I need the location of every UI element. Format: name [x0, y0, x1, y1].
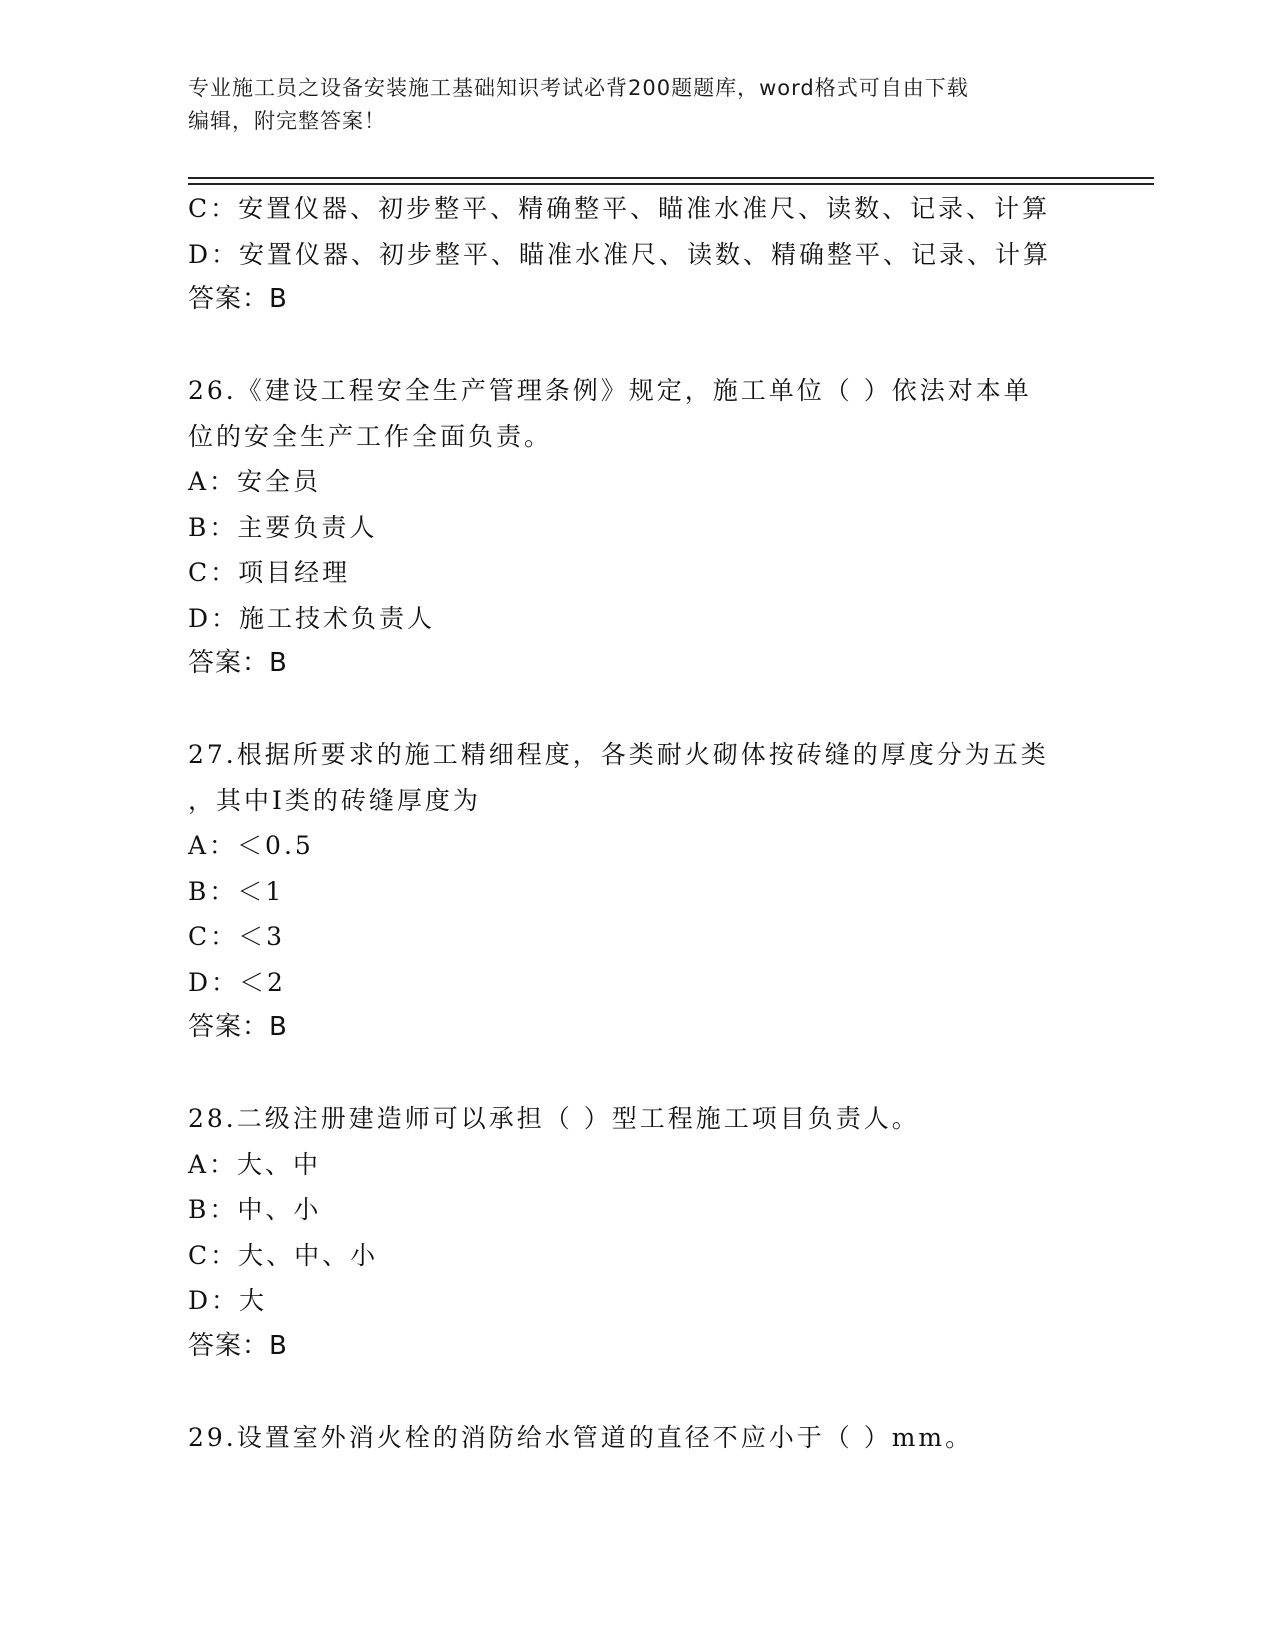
- option-d: D：施工技术负责人: [188, 603, 436, 633]
- option-c: C：安置仪器、初步整平、精确整平、瞄准水准尺、读数、记录、计算: [188, 194, 1051, 223]
- option-b: B：主要负责人: [188, 512, 378, 542]
- question-text: 27.根据所要求的施工精细程度，各类耐火砌体按砖缝的厚度分为五类: [188, 740, 1049, 769]
- option-c: C：大、中、小: [188, 1240, 379, 1270]
- question-text: 位的安全生产工作全面负责。: [188, 421, 553, 451]
- option-d: D：＜2: [188, 967, 286, 997]
- question-text: 28.二级注册建造师可以承担（ ）型工程施工项目负责人。: [188, 1104, 920, 1133]
- question-29: [188, 1415, 1068, 1461]
- option-a: A：安全员: [188, 467, 322, 496]
- header-title-line-1: 专业施工员之设备安装施工基础知识考试必背200题题库，word格式可自由下载: [188, 76, 969, 100]
- answer-label: 答案：B: [188, 1012, 288, 1042]
- header-divider-bottom: [188, 183, 1154, 185]
- option-d: D：安置仪器、初步整平、瞄准水准尺、读数、精确整平、记录、计算: [188, 239, 1052, 269]
- answer-label: 答案：B: [188, 1330, 288, 1361]
- question-27: [188, 732, 1068, 1051]
- answer-label: 答案：B: [188, 284, 288, 314]
- question-25-continued: [188, 186, 1068, 323]
- question-26: [188, 368, 1068, 687]
- document-header: [188, 72, 1078, 138]
- option-c: C：项目经理: [188, 558, 351, 587]
- option-c: C：＜3: [188, 922, 286, 951]
- question-text: 29.设置室外消火栓的消防给水管道的直径不应小于（ ）mm。: [188, 1422, 974, 1452]
- option-b: B：中、小: [188, 1195, 322, 1224]
- question-text: ，其中Ⅰ类的砖缝厚度为: [188, 785, 481, 815]
- header-divider-top: [188, 177, 1154, 179]
- question-28: [188, 1096, 1068, 1369]
- answer-label: 答案：B: [188, 648, 288, 678]
- question-text: 26.《建设工程安全生产管理条例》规定，施工单位（ ）依法对本单: [188, 376, 1032, 405]
- option-a: A：＜0.5: [188, 831, 314, 860]
- option-b: B：＜1: [188, 876, 285, 906]
- option-a: A：大、中: [188, 1149, 322, 1179]
- option-d: D：大: [188, 1286, 268, 1315]
- question-list: [188, 186, 1068, 1460]
- header-title-line-2: 编辑，附完整答案！: [188, 109, 386, 133]
